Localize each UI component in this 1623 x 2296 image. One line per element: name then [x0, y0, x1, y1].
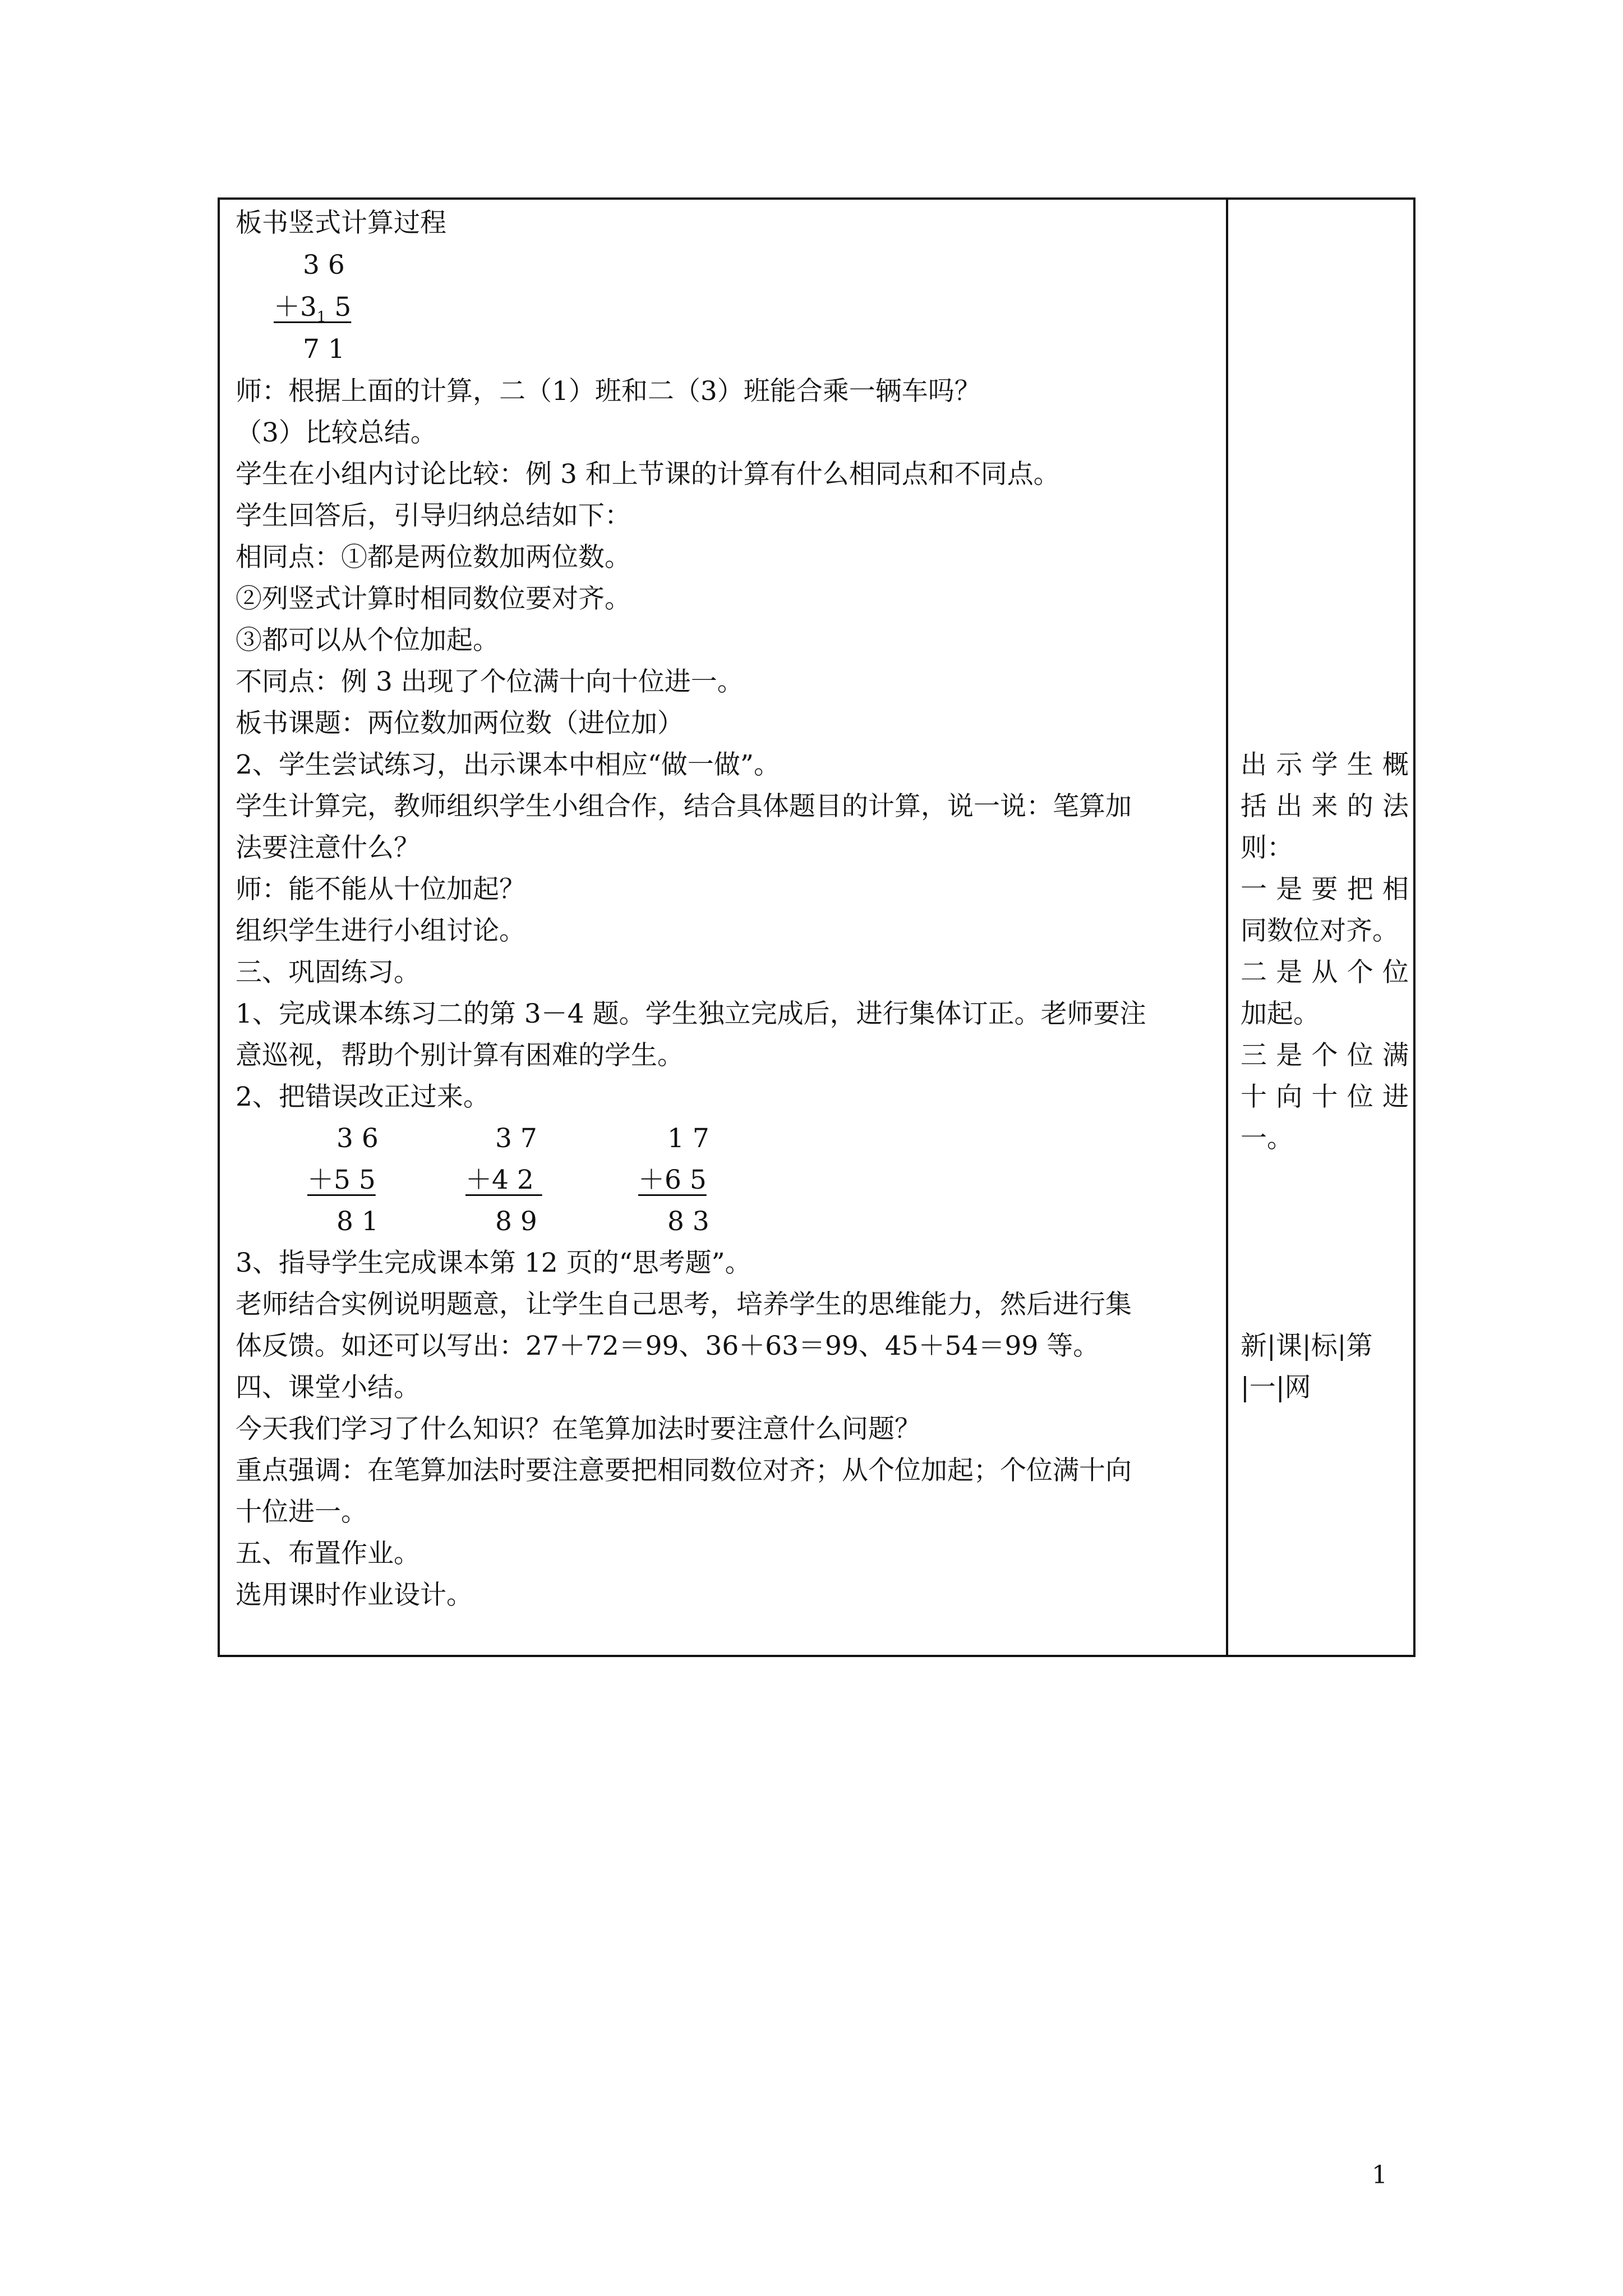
text-line: 2、把错误改正过来。 [236, 1082, 490, 1112]
text-line: 板书课题：两位数加两位数（进位加） [236, 708, 684, 739]
note-line: 括出来的法 [1241, 791, 1409, 822]
text-line: ②列竖式计算时相同数位要对齐。 [236, 583, 631, 614]
text-line: （3）比较总结。 [236, 417, 437, 448]
note-line: 加起。 [1241, 999, 1320, 1029]
text-line: 1、完成课本练习二的第 3－4 题。学生独立完成后，进行集体订正。老师要注 [236, 999, 1146, 1029]
note-line: 则： [1241, 832, 1293, 863]
calc-plus-three: ＋3 [274, 292, 317, 323]
column-divider [1226, 200, 1228, 1655]
note-line: 二是从个位 [1241, 957, 1409, 988]
text-line: 组织学生进行小组讨论。 [236, 915, 525, 946]
note-line: 一是要把相 [1241, 874, 1409, 905]
text-line: 不同点：例 3 出现了个位满十向十位进一。 [236, 666, 744, 697]
text-line: 今天我们学习了什么知识？在笔算加法时要注意什么问题？ [236, 1414, 921, 1444]
text-line: 学生计算完，教师组织学生小组合作，结合具体题目的计算，说一说：笔算加 [236, 791, 1132, 822]
text-line: 五、布置作业。 [236, 1538, 420, 1569]
text-line: 重点强调：在笔算加法时要注意要把相同数位对齐；从个位加起；个位满十向 [236, 1455, 1132, 1486]
text-line: 3、指导学生完成课本第 12 页的“思考题”。 [236, 1248, 751, 1278]
lesson-table [218, 197, 1415, 1657]
note-line: 出示学生概 [1241, 749, 1409, 780]
calc-c-addend: ＋6 5 [638, 1165, 707, 1195]
text-line: ③都可以从个位加起。 [236, 625, 499, 656]
calc-c-result: 8 3 [667, 1206, 709, 1237]
page-number: 1 [1372, 2161, 1387, 2189]
text-line: 十位进一。 [236, 1497, 367, 1527]
text-line: 选用课时作业设计。 [236, 1580, 473, 1611]
calc-b-top: 3 7 [495, 1123, 537, 1154]
text-line: 意巡视，帮助个别计算有困难的学生。 [236, 1040, 684, 1071]
text-line: 体反馈。如还可以写出：27＋72＝99、36＋63＝99、45＋54＝99 等。 [236, 1331, 1100, 1361]
text-line: 四、课堂小结。 [236, 1372, 420, 1403]
note-line: 一。 [1241, 1123, 1293, 1154]
text-line: 师：能不能从十位加起？ [236, 874, 525, 905]
note-line: 同数位对齐。 [1241, 915, 1399, 946]
calc-a-addend: ＋5 5 [307, 1165, 376, 1195]
note-line: 十向十位进 [1241, 1082, 1409, 1112]
calc-c-top: 1 7 [667, 1123, 709, 1154]
calc-a-result: 8 1 [336, 1206, 379, 1237]
text-line: 学生回答后，引导归纳总结如下： [236, 500, 631, 531]
watermark-line: 新|课|标|第 [1241, 1331, 1373, 1361]
text-line: 法要注意什么？ [236, 832, 420, 863]
calc-carry: 1 [316, 309, 326, 326]
text-line: 学生在小组内讨论比较：例 3 和上节课的计算有什么相同点和不同点。 [236, 459, 1060, 490]
calc-result: 7 1 [303, 334, 345, 365]
watermark-line: |一|网 [1241, 1372, 1311, 1403]
text-line: 板书竖式计算过程 [236, 208, 446, 238]
calc-b-result: 8 9 [495, 1206, 537, 1237]
text-line: 师：根据上面的计算，二（1）班和二（3）班能合乘一辆车吗？ [236, 376, 981, 407]
calc-top: 3 6 [303, 250, 345, 280]
calc-a-top: 3 6 [336, 1123, 379, 1154]
calc-five: 5 [326, 292, 352, 323]
text-line: 老师结合实例说明题意，让学生自己思考，培养学生的思维能力，然后进行集 [236, 1289, 1132, 1320]
text-line: 三、巩固练习。 [236, 957, 420, 988]
text-line: 相同点：①都是两位数加两位数。 [236, 542, 631, 573]
calc-b-addend: ＋4 2 [465, 1165, 542, 1195]
calc-addend [274, 291, 351, 334]
text-line: 2、学生尝试练习，出示课本中相应“做一做”。 [236, 749, 780, 780]
note-line: 三是个位满 [1241, 1040, 1409, 1071]
